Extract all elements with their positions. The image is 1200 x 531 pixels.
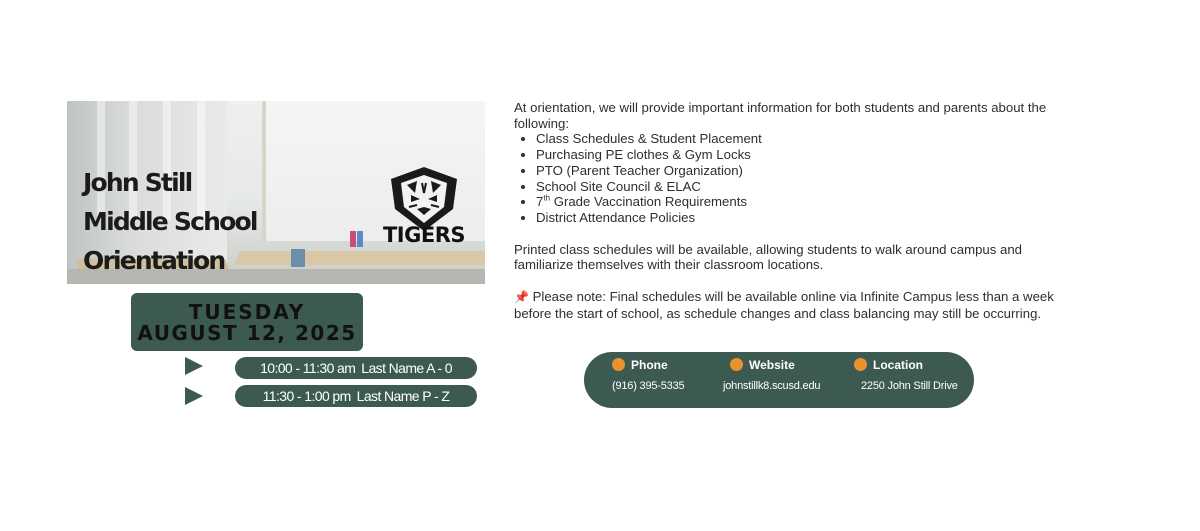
title-line: Middle School [83, 207, 257, 236]
orientation-info [514, 100, 1074, 321]
website-value[interactable]: johnstillk8.scusd.edu [723, 380, 821, 392]
phone-icon [612, 358, 625, 371]
arrow-icon [185, 357, 203, 375]
pushpin-icon: 📌 [514, 290, 529, 305]
grade-number: 7 [536, 194, 544, 210]
location-pin-icon [854, 358, 867, 371]
date-badge [131, 293, 363, 351]
slot-time: 11:30 - 1:00 pm [262, 388, 351, 404]
contact-website [723, 358, 821, 393]
title-line: John Still [83, 168, 192, 197]
note-text [514, 289, 1074, 321]
slot-group: Last Name P - Z [356, 388, 450, 404]
pencil-cup [350, 231, 356, 247]
list-item: • District Attendance Policies [536, 210, 1074, 226]
list-item: • Class Schedules & Student Placement [536, 131, 1074, 147]
location-value: 2250 John Still Drive [861, 380, 958, 392]
list-item: • School Site Council & ELAC [536, 179, 1074, 195]
vaccination-text: Grade Vaccination Requirements [553, 194, 747, 210]
contact-phone [612, 358, 684, 393]
pencil-cup [357, 231, 363, 247]
contact-bar [584, 352, 974, 408]
event-date: AUGUST 12, 2025 [137, 321, 357, 345]
slot-group: Last Name A - 0 [361, 360, 452, 376]
hero-banner [67, 101, 485, 284]
cup [291, 249, 305, 267]
event-day: TUESDAY [188, 300, 306, 324]
phone-label: Phone [631, 358, 668, 372]
printed-schedules-text: Printed class schedules will be available, allowing students to walk around campus and familiarize themselves with their classroom locations. [514, 241, 1023, 273]
tigers-logo [374, 163, 474, 255]
contact-location [854, 358, 958, 393]
grade-suffix: th [543, 193, 551, 203]
topic-list [514, 131, 1074, 225]
time-slot [235, 385, 477, 407]
arrow-icon [185, 387, 203, 405]
title-line: Orientation [83, 246, 225, 275]
time-slot [235, 357, 477, 379]
note-body: Please note: Final schedules will be available online via Infinite Campus less than a week before the start of school, as schedule changes and class balancing may still be occurring. [514, 289, 1054, 321]
mascot-wordmark: TIGERS [382, 223, 465, 247]
list-item: • Purchasing PE clothes & Gym Locks [536, 147, 1074, 163]
slot-time: 10:00 - 11:30 am [260, 360, 356, 376]
instagram-icon [730, 358, 743, 371]
phone-value[interactable]: (916) 395-5335 [612, 380, 685, 392]
intro-text: At orientation, we will provide important information for both students and parents about the following: [514, 100, 1047, 131]
list-item: • PTO (Parent Teacher Organization) [536, 163, 1074, 179]
location-label: Location [873, 358, 923, 372]
website-label: Website [749, 358, 795, 372]
list-item [536, 194, 1074, 210]
event-title [83, 163, 257, 280]
